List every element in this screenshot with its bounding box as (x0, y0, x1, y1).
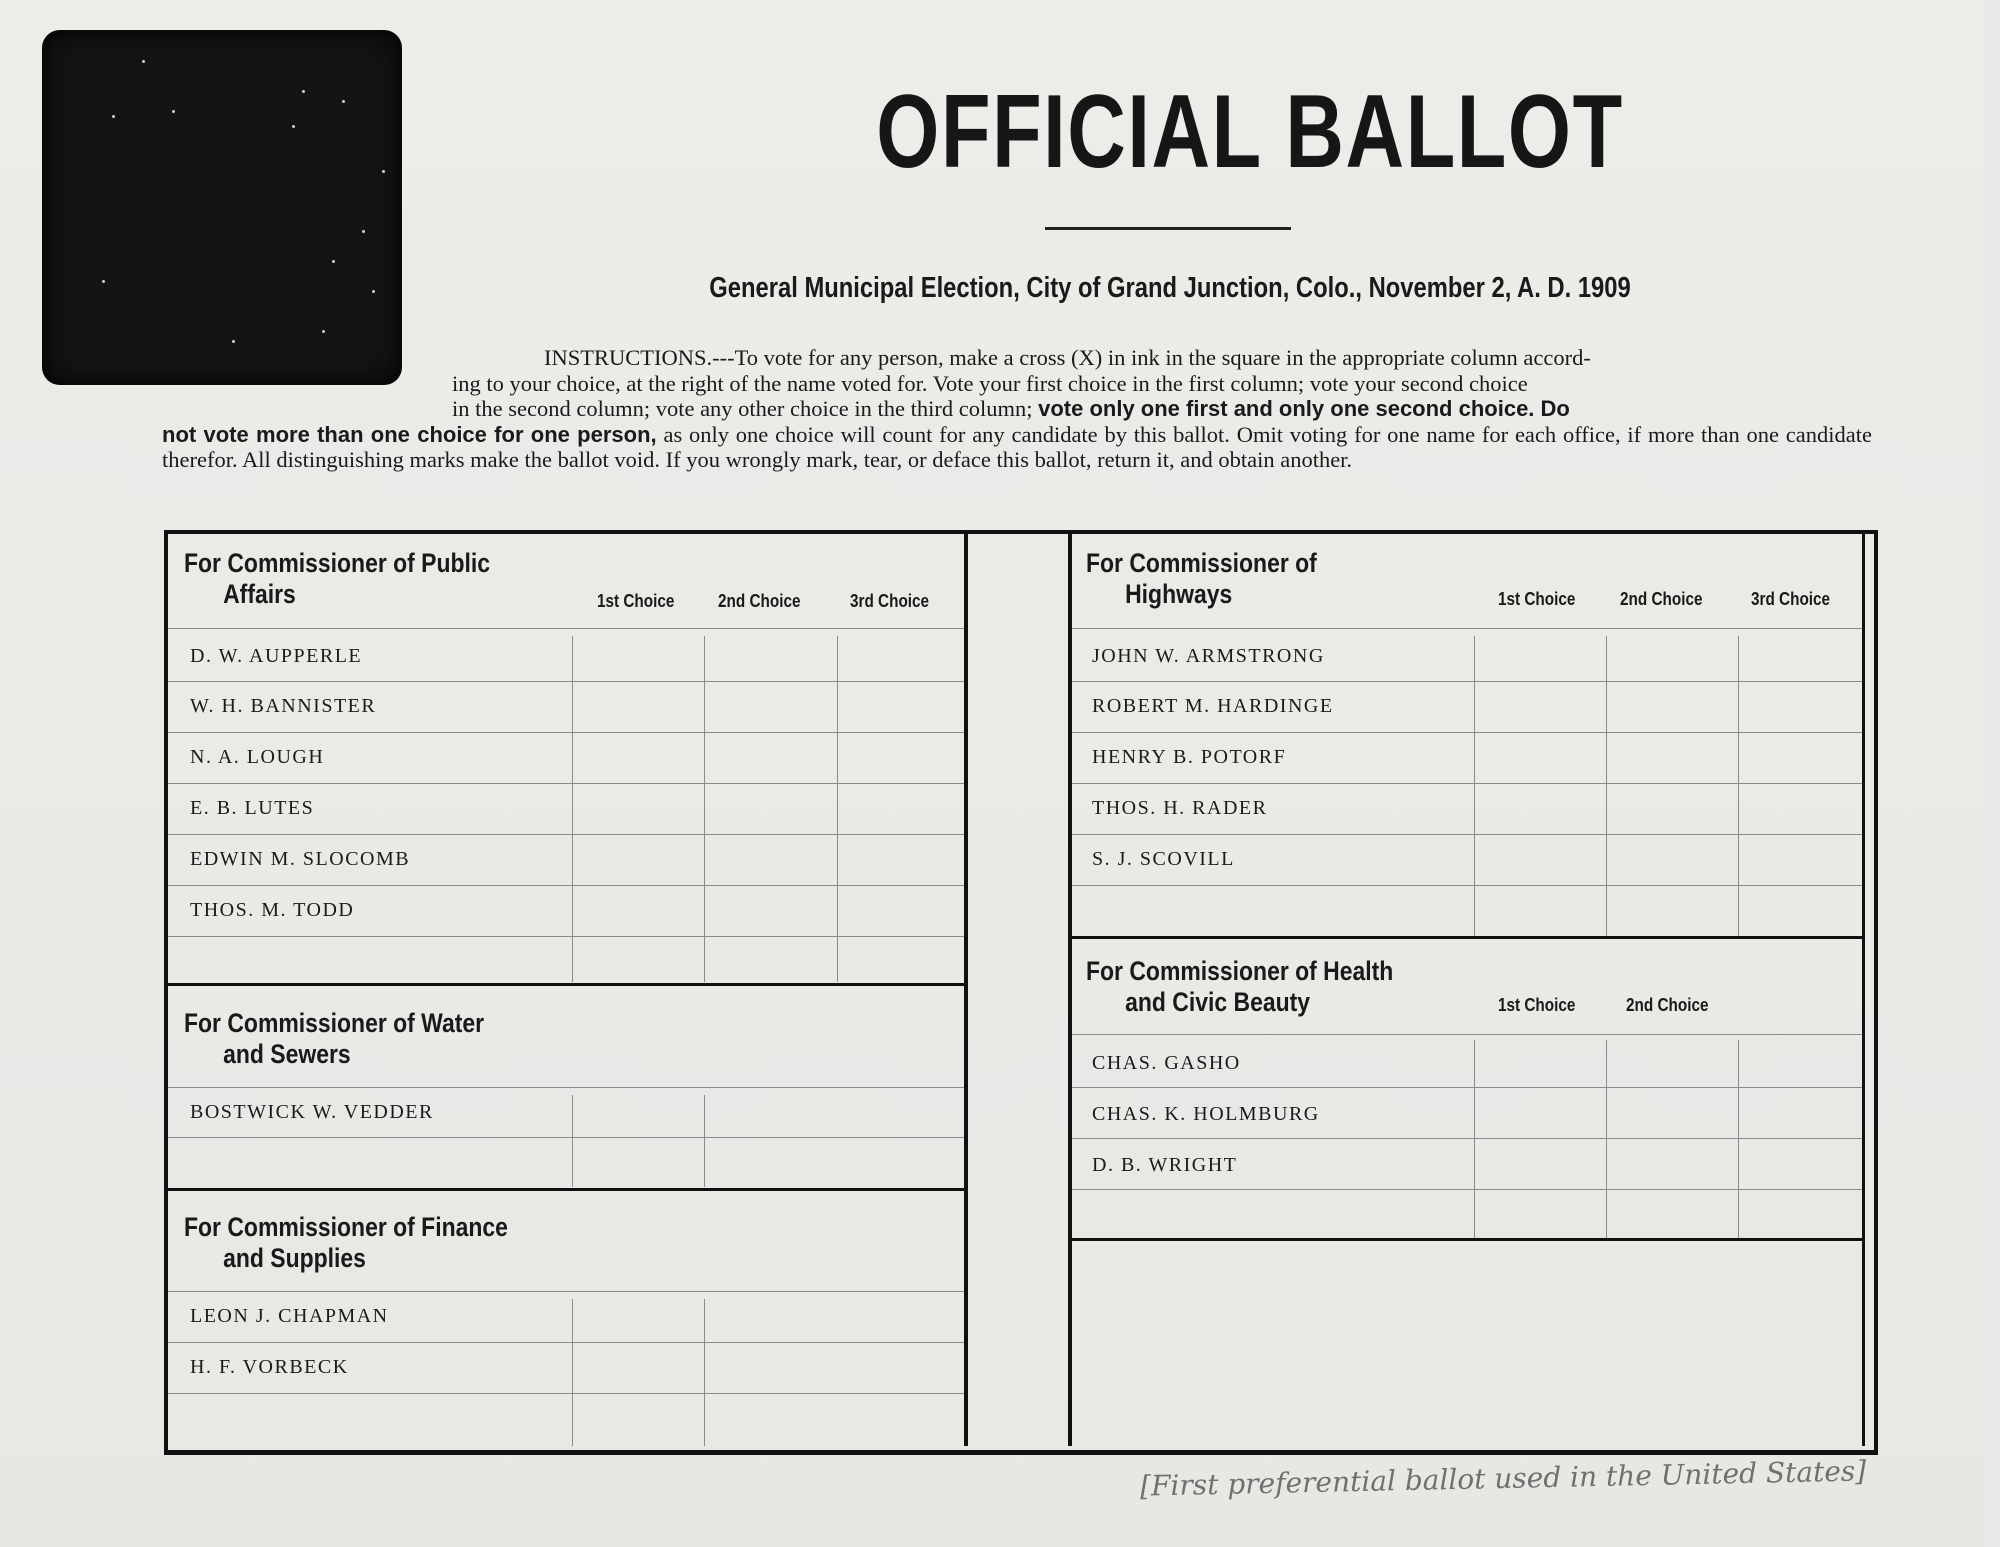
candidate-armstrong: JOHN W. ARMSTRONG (1092, 645, 1325, 667)
ballot-title: OFFICIAL BALLOT (876, 74, 1624, 190)
center-divider-left (964, 534, 968, 1446)
column-rule (704, 636, 705, 982)
instructions-line-4-text: as only one choice will count for any candidate by this ballot. Omit voting for one name for each office, if more than one candidate therefor. All distinguishing marks make the ballot void. If you wrongly mark, tear, or deface this ballot, return it, and obtain another. (162, 421, 1873, 472)
instructions-line-4 (162, 422, 1872, 473)
row-rule (1072, 681, 1862, 682)
row-rule (168, 1393, 964, 1394)
section-divider (168, 983, 964, 986)
section-divider (1072, 1238, 1862, 1241)
candidate-potorf: HENRY B. POTORF (1092, 746, 1287, 768)
row-rule (168, 936, 964, 937)
column-rule (1738, 1040, 1739, 1238)
column-rule (1606, 1040, 1607, 1238)
office-water-sewers (184, 1008, 484, 1070)
health-header-rule (1072, 1034, 1862, 1035)
row-rule (1072, 732, 1862, 733)
row-rule (168, 1342, 964, 1343)
office-water-sewers-line2: and Sewers (223, 1039, 351, 1069)
candidate-vedder: BOSTWICK W. VEDDER (190, 1101, 434, 1123)
row-rule (168, 1291, 964, 1292)
health-first-choice-header: 1st Choice (1498, 995, 1576, 1015)
office-highways (1086, 548, 1317, 610)
office-water-sewers-line1: For Commissioner of Water (184, 1008, 485, 1038)
candidate-lough: N. A. LOUGH (190, 746, 325, 768)
ballot-grid-frame (164, 530, 1878, 1455)
candidate-todd: THOS. M. TODD (190, 899, 355, 921)
row-rule (168, 732, 964, 733)
instructions-line-3-bold: vote only one first and only one second choice. Do (1038, 396, 1570, 421)
office-finance-supplies-line1: For Commissioner of Finance (184, 1212, 508, 1242)
row-rule (1072, 783, 1862, 784)
instructions-line-4-bold: not vote more than one choice for one person, (162, 421, 657, 447)
public-affairs-first-choice-header: 1st Choice (597, 591, 675, 611)
office-highways-line1: For Commissioner of (1086, 548, 1317, 578)
column-rule (704, 1299, 705, 1446)
candidate-vorbeck: H. F. VORBECK (190, 1356, 349, 1378)
candidate-aupperle: D. W. AUPPERLE (190, 645, 363, 667)
column-rule (572, 636, 573, 982)
highways-second-choice-header: 2nd Choice (1620, 589, 1703, 609)
candidate-lutes: E. B. LUTES (190, 797, 315, 819)
public-affairs-second-choice-header: 2nd Choice (718, 591, 801, 611)
candidate-slocomb: EDWIN M. SLOCOMB (190, 848, 411, 870)
column-rule (572, 1095, 573, 1187)
office-public-affairs (184, 548, 490, 610)
candidate-rader: THOS. H. RADER (1092, 797, 1268, 819)
column-rule (572, 1299, 573, 1446)
row-rule (168, 1087, 964, 1088)
highways-header-rule (1072, 628, 1862, 629)
instructions-line-2: ing to your choice, at the right of the name voted for. Vote your first choice in the first column; vote your second choice (452, 370, 1528, 396)
handwritten-note: [First preferential ballot used in the United States] (1139, 1454, 1867, 1503)
row-rule (1072, 1138, 1862, 1139)
row-rule (168, 783, 964, 784)
candidate-scovill: S. J. SCOVILL (1092, 848, 1235, 870)
public-affairs-third-choice-header: 3rd Choice (850, 591, 930, 611)
office-finance-supplies-line2: and Supplies (223, 1243, 366, 1273)
office-health-beauty-line2: and Civic Beauty (1125, 987, 1311, 1017)
column-rule (1606, 636, 1607, 936)
row-rule (168, 885, 964, 886)
row-rule (168, 681, 964, 682)
office-health-beauty (1086, 956, 1393, 1018)
office-public-affairs-line1: For Commissioner of Public (184, 548, 491, 578)
section-divider (1072, 936, 1862, 939)
row-rule (168, 1137, 964, 1138)
column-rule (837, 636, 838, 982)
column-rule (1474, 636, 1475, 936)
instructions-line-1: INSTRUCTIONS.---To vote for any person, make a cross (X) in ink in the square in the appropriate column accord- (544, 345, 1591, 370)
center-divider-right (1068, 534, 1072, 1446)
candidate-hardinge: ROBERT M. HARDINGE (1092, 695, 1334, 717)
section-divider (168, 1188, 964, 1191)
candidate-chapman: LEON J. CHAPMAN (190, 1305, 389, 1327)
column-rule (704, 1095, 705, 1187)
office-highways-line2: Highways (1125, 579, 1233, 609)
highways-first-choice-header: 1st Choice (1498, 589, 1576, 609)
election-subtitle: General Municipal Election, City of Grand Junction, Colo., November 2, A. D. 1909 (709, 272, 1631, 304)
row-rule (1072, 1087, 1862, 1088)
candidate-wright: D. B. WRIGHT (1092, 1154, 1238, 1176)
candidate-holmburg: CHAS. K. HOLMBURG (1092, 1103, 1320, 1125)
instructions-paragraph (162, 345, 1872, 473)
title-underline (1045, 227, 1291, 230)
candidate-bannister: W. H. BANNISTER (190, 695, 377, 717)
column-rule (1738, 636, 1739, 936)
office-health-beauty-line1: For Commissioner of Health (1086, 956, 1394, 986)
column-rule (1474, 1040, 1475, 1238)
row-rule (168, 834, 964, 835)
row-rule (1072, 834, 1862, 835)
candidate-gasho: CHAS. GASHO (1092, 1052, 1241, 1074)
dark-photo-panel (42, 30, 402, 385)
row-rule (1072, 885, 1862, 886)
public-affairs-header-rule (168, 628, 964, 629)
health-second-choice-header: 2nd Choice (1626, 995, 1709, 1015)
right-inner-border (1862, 534, 1865, 1446)
office-public-affairs-line2: Affairs (223, 579, 296, 609)
instructions-line-3 (162, 396, 1872, 422)
instructions-line-3-text: in the second column; vote any other choice in the third column; (452, 396, 1039, 421)
highways-third-choice-header: 3rd Choice (1751, 589, 1831, 609)
row-rule (1072, 1189, 1862, 1190)
office-finance-supplies (184, 1212, 508, 1274)
